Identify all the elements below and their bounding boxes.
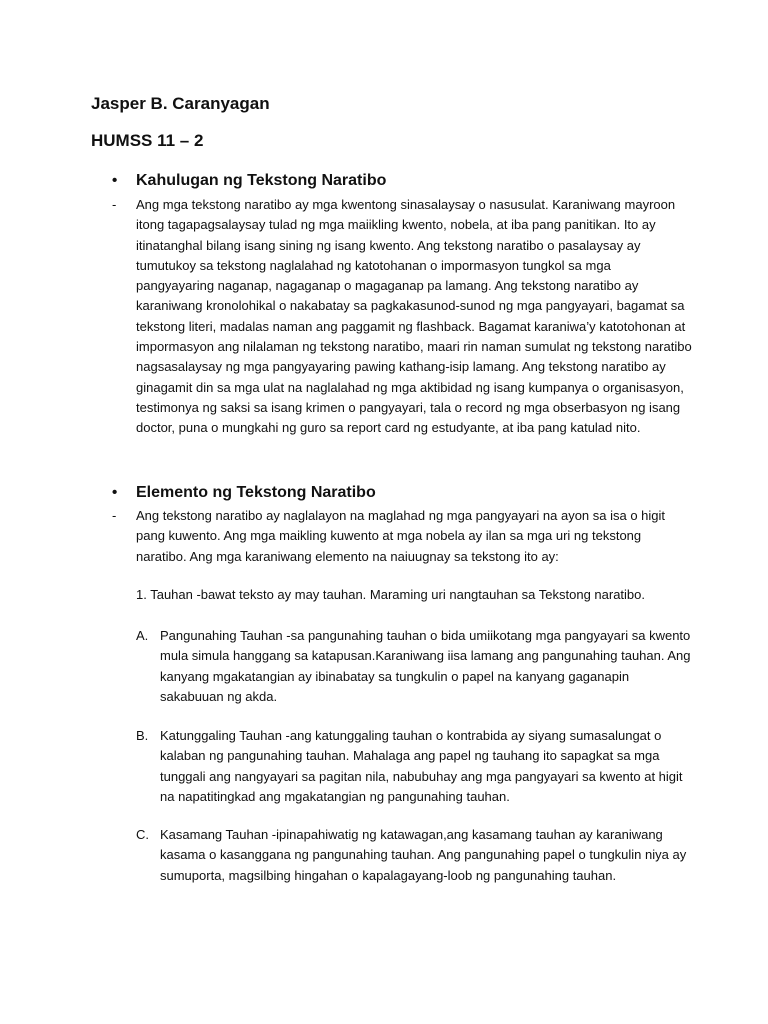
item-marker: B. [136,728,149,743]
paragraph-kahulugan [112,195,692,439]
numbered-item-tauhan: 1. Tauhan -bawat teksto ay may tauhan. Maraming uri nangtauhan sa Tekstong naratibo. [136,587,646,602]
heading-text: Elemento ng Tekstong Naratibo [136,484,376,501]
paragraph-elemento [112,506,692,567]
dash-marker: - [112,197,117,212]
dash-marker: - [112,508,117,523]
item-text: Pangunahing Tauhan -sa pangunahing tauhan o bida umiikotang mga pangyayari sa kwento mula simula hanggang sa katapusan.Karaniwang iisa lamang ang pangunahing tauhan. Ang kanyang mgakatangian ay ibinabatay sa tungkulin o papel na kanyang gaganapin sakabuuan ng akda. [160,628,691,704]
item-text: Katunggaling Tauhan -ang katunggaling tauhan o kontrabida ay siyang sumasalungat o kalaban ng pangunahing tauhan. Mahalaga ang papel ng tauhang ito sapagkat sa mga tunggali ang nangyayari sa pagitan nila, nabubuhay ang mga pangyayari sa kwento at higit na napatitingkad ang mgakatangian ng pangunahing tauhan. [160,728,683,804]
author-name: Jasper B. Caranyagan [91,94,270,113]
bullet-icon: • [112,172,118,189]
paragraph-text: Ang tekstong naratibo ay naglalayon na maglahad ng mga pangyayari na ayon sa isa o higit pang kuwento. Ang mga maikling kuwento at mga nobela ay ilan sa mga uri ng tekstong naratibo. Ang mga karaniwang elemento na naiuugnay sa tekstong ito ay: [136,508,666,564]
item-text: Kasamang Tauhan -ipinapahiwatig ng katawagan,ang kasamang tauhan ay karaniwang kasama o kasangganа ng pangunahing tauhan. Ang pangunahing papel o tungkulin niya ay sumuporta, magsilbing hingahan o kapalagayang-loob ng pangunahing tauhan. [160,827,687,883]
list-item-b [136,726,696,807]
list-item-a [136,626,696,707]
item-marker: C. [136,827,149,842]
class-section: HUMSS 11 – 2 [91,131,204,150]
list-item-c [136,825,696,886]
bullet-icon: • [112,484,118,501]
heading-kahulugan [112,172,386,190]
paragraph-text: Ang mga tekstong naratibo ay mga kwentong sinasalaysay o nasusulat. Karaniwang mayroon itong tagapagsalaysay tulad ng mga maiikling kwento, nobela, at iba pang panitikan. Ito ay itinatanghal bilang isang sining ng isang kwento. Ang tekstong naratibo o pasalaysay ay tumutukoy sa tekstong naglalahad ng katotohanan o impormasyon tungkol sa mga pangyayaring naganap, nagaganap o magaganap pa lamang. Ang tekstong naratibo ay karaniwang kronolohikal o nakabatay sa pagkakasunod-sunod ng mga pangyayari, bagamat sa tekstong literi, madalas naman ang paggamit ng flashback. Bagamat karaniwa’y katotohonan at impormasyon ang nilalaman ng tekstong naratibo, maari rin naman sumulat ng tekstong naratibo nagsasalaysay ng mga pangyayaring pawing kathang-isip lamang. Ang tekstong naratibo ay ginagamit din sa mga ulat na naglalahad ng mga aktibidad ng isang kumpanya o organisasyon, testimonya ng saksi sa isang krimen o pangyayari, tala o record ng mga obserbasyon ng isang doctor, puna o mungkahi ng guro sa report card ng estudyante, at iba pang katulad nito. [136,197,692,436]
heading-elemento [112,484,376,502]
item-marker: A. [136,628,149,643]
heading-text: Kahulugan ng Tekstong Naratibo [136,172,387,189]
